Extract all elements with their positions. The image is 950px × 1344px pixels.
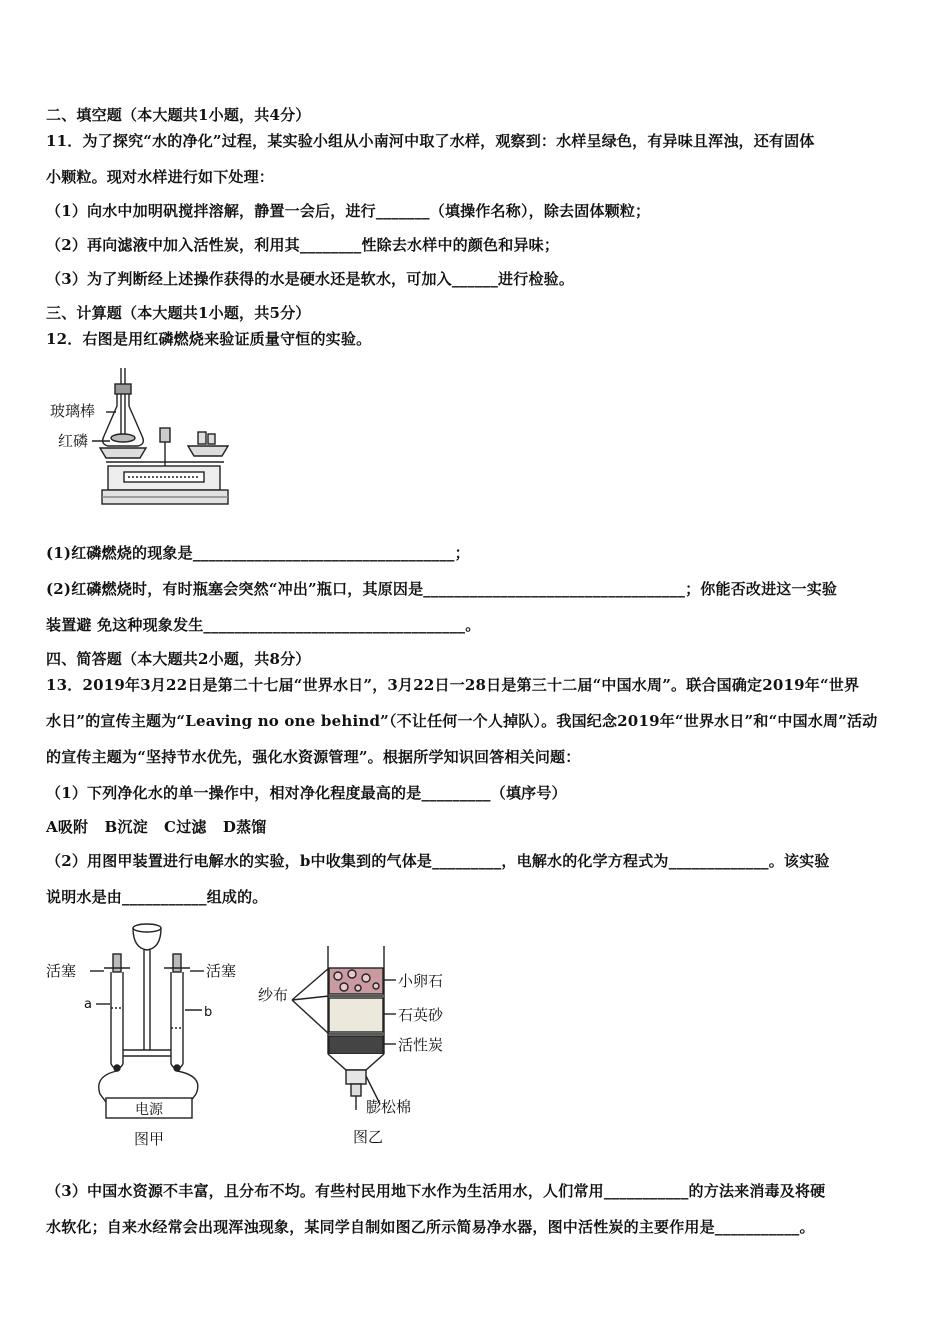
q13-part3-line1: （3）中国水资源不丰富，且分布不均。有些村民用地下水作为生活用水，人们常用___________的方法来消毒及将硬 bbox=[46, 1182, 826, 1200]
label-cotton: 膨松棉 bbox=[366, 1098, 412, 1116]
q13-stem-line3: 的宣传主题为“坚持节水优先，强化水资源管理”。根据所学知识回答相关问题： bbox=[46, 748, 581, 766]
q11-stem-line2: 小颗粒。现对水样进行如下处理： bbox=[46, 168, 275, 186]
balance-apparatus-figure bbox=[48, 366, 238, 518]
label-glass-rod: 玻璃棒 bbox=[50, 402, 96, 420]
label-valve-left: 活塞 bbox=[46, 962, 77, 980]
section2-heading: 二、填空题（本大题共1小题，共4分） bbox=[46, 106, 311, 124]
q13-options: A吸附 B沉淀 C过滤 D蒸馏 bbox=[46, 818, 267, 836]
q12-part3: 装置避 免这种现象发生__________________________________。 bbox=[46, 616, 481, 634]
q12-part1: (1)红磷燃烧的现象是__________________________________； bbox=[46, 544, 470, 562]
q11-part3: （3）为了判断经上述操作获得的水是硬水还是软水，可加入______进行检验。 bbox=[46, 270, 575, 288]
label-tube-a: a bbox=[84, 997, 92, 1012]
electrolysis-figure bbox=[44, 918, 244, 1150]
label-valve-right: 活塞 bbox=[206, 962, 237, 980]
section4-heading: 四、简答题（本大题共2小题，共8分） bbox=[46, 650, 311, 668]
q13-part2-line1: （2）用图甲装置进行电解水的实验，b中收集到的气体是_________，电解水的化学方程式为_____________。该实验 bbox=[46, 852, 830, 870]
label-quartz-sand: 石英砂 bbox=[398, 1006, 444, 1024]
label-red-phosphorus: 红磷 bbox=[58, 432, 89, 450]
q11-stem-line1: 11．为了探究“水的净化”过程，某实验小组从小南河中取了水样，观察到：水样呈绿色，有异味且浑浊，还有固体 bbox=[46, 132, 815, 150]
section3-heading: 三、计算题（本大题共1小题，共5分） bbox=[46, 304, 311, 322]
q12-stem: 12．右图是用红磷燃烧来验证质量守恒的实验。 bbox=[46, 330, 372, 348]
label-activated-carbon: 活性炭 bbox=[398, 1036, 444, 1054]
q11-part2: （2）再向滤液中加入活性炭，利用其________性除去水样中的颜色和异味； bbox=[46, 236, 560, 254]
label-gauze: 纱布 bbox=[258, 986, 289, 1004]
label-tube-b: b bbox=[204, 1005, 213, 1020]
q11-part1: （1）向水中加明矾搅拌溶解，静置一会后，进行_______（填操作名称），除去固体颗粒； bbox=[46, 202, 651, 220]
caption-fig-yi: 图乙 bbox=[352, 1128, 384, 1146]
q12-part2: (2)红磷燃烧时，有时瓶塞会突然“冲出”瓶口，其原因是__________________________________；你能否改进这一实验 bbox=[46, 580, 838, 598]
label-pebbles: 小卵石 bbox=[398, 972, 444, 990]
label-power-source: 电源 bbox=[135, 1102, 163, 1118]
q13-part1: （1）下列净化水的单一操作中，相对净化程度最高的是_________（填序号） bbox=[46, 784, 567, 802]
q13-part2-line2: 说明水是由___________组成的。 bbox=[46, 888, 268, 906]
q13-stem-line1: 13．2019年3月22日是第二十七届“世界水日”，3月22日一28日是第三十二届“中国水周”。联合国确定2019年“世界 bbox=[46, 676, 860, 694]
q13-stem-line2: 水日”的宣传主题为“Leaving no one behind”（不让任何一个人掉队）。我国纪念2019年“世界水日”和“中国水周”活动 bbox=[46, 712, 878, 730]
caption-fig-jia: 图甲 bbox=[133, 1130, 165, 1148]
q13-part3-line2: 水软化；自来水经常会出现浑浊现象，某同学自制如图乙所示简易净水器，图中活性炭的主要作用是___________。 bbox=[46, 1218, 815, 1236]
water-purifier-figure bbox=[256, 940, 456, 1150]
